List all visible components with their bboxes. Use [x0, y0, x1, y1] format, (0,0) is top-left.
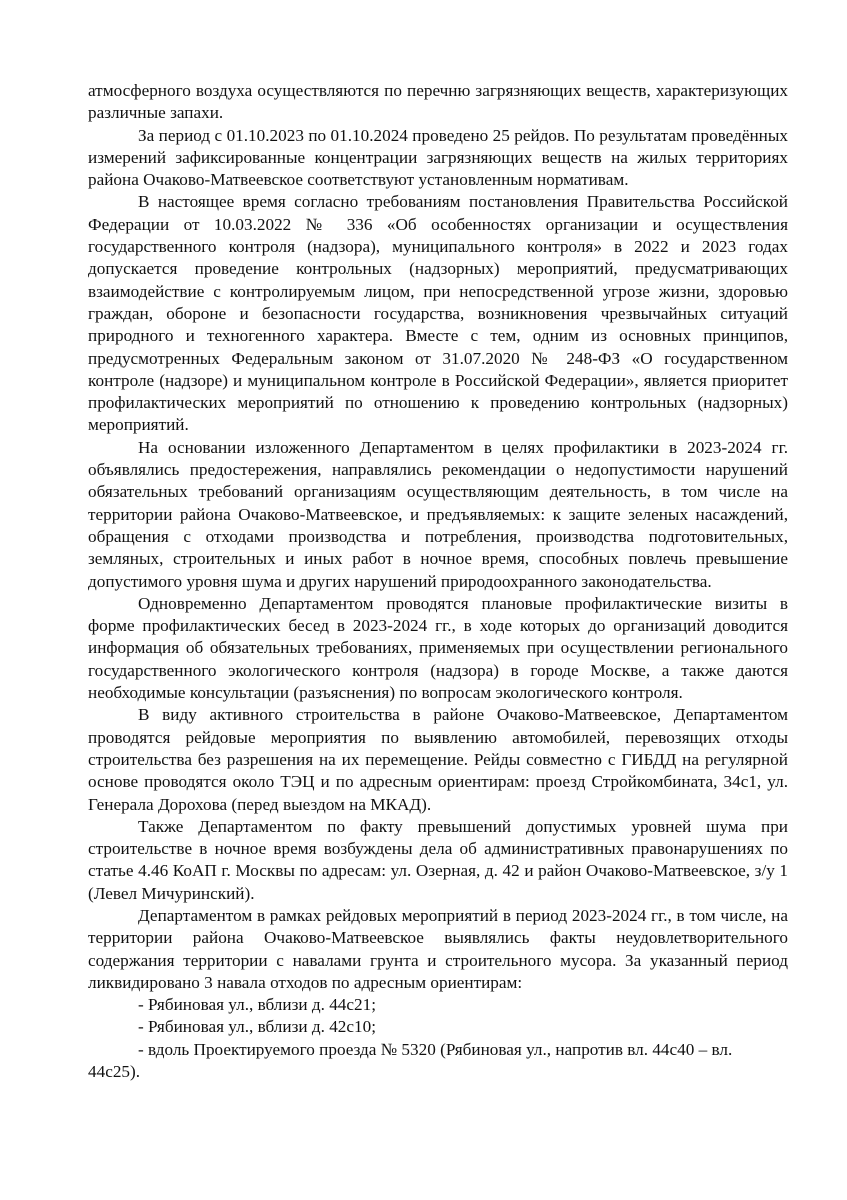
- paragraph-prevention-warnings: На основании изложенного Департаментом в целях профилактики в 2023-2024 гг. объявлялись предостережения, направлялись рекомендации о недопустимости нарушений обязательных требований организациям осуществляющим деятельность, в том числе на территории района Очаково-Матвеевское, и предъявляемых: к защите зеленых насаждений, обращения с отходами производства и потребления, производства подготовительных, земляных, строительных и иных работ в ночное время, способных повлечь превышение допустимого уровня шума и других нарушений природоохранного законодательства.: [88, 437, 788, 591]
- paragraph-construction-raids: В виду активного строительства в районе Очаково-Матвеевское, Департаментом проводятся рейдовые мероприятия по выявлению автомобилей, перевозящих отходы строительства без разрешения на их перемещение. Рейды совместно с ГИБДД на регулярной основе проводятся около ТЭЦ и по адресным ориентирам: проезд Стройкомбината, 34с1, ул. Генерала Дорохова (перед выездом на МКАД).: [88, 705, 788, 814]
- paragraph-preventive-visits: Одновременно Департаментом проводятся плановые профилактические визиты в форме профилактических бесед в 2023-2024 гг., в ходе которых до организаций доводится информация об обязательных требованиях, применяемых при осуществлении регионального государственного экологического контроля (надзора) в городе Москве, а также даются необходимые консультации (разъяснения) по вопросам экологического контроля.: [88, 593, 788, 703]
- paragraph-waste-dumps: Департаментом в рамках рейдовых мероприятий в период 2023-2024 гг., в том числе, на территории района Очаково-Матвеевское выявлялись факты неудовлетворительного содержания территории с навалами грунта и строительного мусора. За указанный период ликвидировано 3 навала отходов по адресным ориентирам:: [88, 905, 788, 992]
- list-item: - вдоль Проектируемого проезда № 5320 (Рябиновая ул., напротив вл. 44с40 – вл. 44с25).: [88, 1039, 733, 1082]
- document-page: [88, 80, 788, 1083]
- paragraph-raids-period: За период с 01.10.2023 по 01.10.2024 проведено 25 рейдов. По результатам проведённых измерений зафиксированные концентрации загрязняющих веществ на жилых территориях района Очаково-Матвеевское соответствуют установленным нормативам.: [88, 125, 788, 190]
- paragraph-government-decree: В настоящее время согласно требованиям постановления Правительства Российской Федерации от 10.03.2022 № 336 «Об особенностях организации и осуществления государственного контроля (надзора), муниципального контроля» в 2022 и 2023 годах допускается проведение контрольных (надзорных) мероприятий, предусматривающих взаимодействие с контролируемым лицом, при непосредственной угрозе жизни, здоровью граждан, обороне и безопасности государства, возникновения чрезвычайных ситуаций природного и техногенного характера. Вместе с тем, одним из основных принципов, предусмотренных Федеральным законом от 31.07.2020 № 248-ФЗ «О государственном контроле (надзоре) и муниципальном контроле в Российской Федерации», является приоритет профилактических мероприятий по отношению к проведению контрольных (надзорных) мероприятий.: [88, 192, 788, 435]
- list-item: - Рябиновая ул., вблизи д. 44с21;: [138, 995, 376, 1015]
- list-item: - Рябиновая ул., вблизи д. 42с10;: [138, 1017, 376, 1037]
- paragraph-continuation: атмосферного воздуха осуществляются по перечню загрязняющих веществ, характеризующих различные запахи.: [88, 81, 788, 123]
- paragraph-noise-violations: Также Департаментом по факту превышений допустимых уровней шума при строительстве в ночное время возбуждены дела об административных правонарушениях по статье 4.46 КоАП г. Москвы по адресам: ул. Озерная, д. 42 и район Очаково-Матвеевское, з/у 1 (Левел Мичуринский).: [88, 816, 788, 903]
